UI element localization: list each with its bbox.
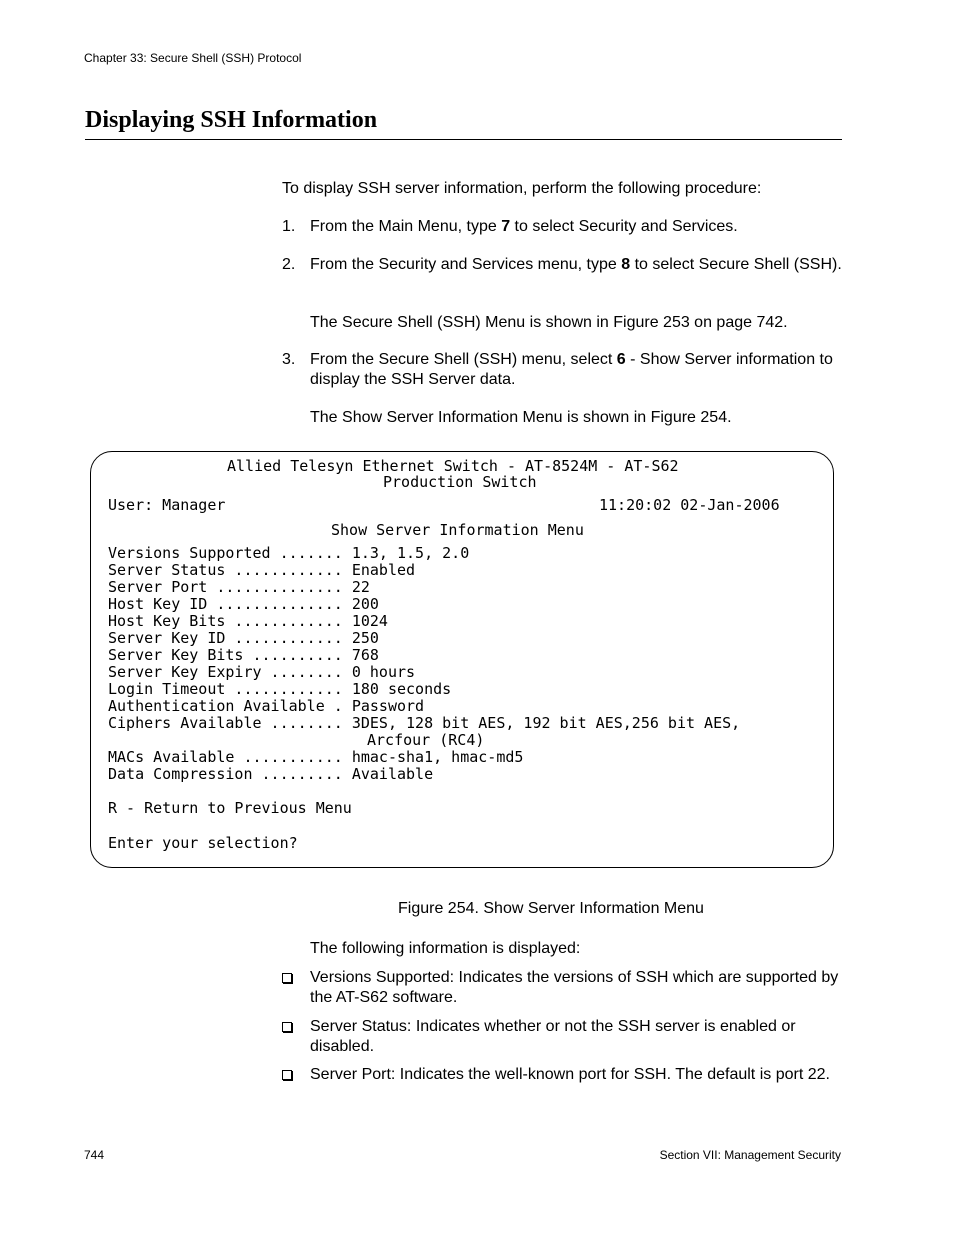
title-rule [85,139,842,140]
terminal-screen [90,451,834,868]
following-text: The following information is displayed: [310,940,581,957]
row-label: Server Key Expiry ........ [108,663,343,681]
terminal-datetime: 11:20:02 02-Jan-2006 [599,496,780,514]
terminal-row [108,562,415,579]
row-value: 180 seconds [351,680,452,698]
terminal-row [108,596,379,613]
row-value: 1.3, 1.5, 2.0 [351,544,470,562]
terminal-user: User: Manager [108,496,226,514]
step-text [310,217,842,237]
row-label: Data Compression ......... [108,765,343,783]
terminal-return-option: R - Return to Previous Menu [108,799,352,817]
step-number: 1. [282,218,296,235]
step-number: 2. [282,256,296,273]
step-text [310,255,842,275]
terminal-menu-title: Show Server Information Menu [331,521,584,539]
row-label: Ciphers Available ........ [108,714,343,732]
terminal-row [108,647,379,664]
row-value: 3DES, 128 bit AES, 192 bit AES,256 bit AES, [351,714,741,732]
row-label: Authentication Available . [108,697,343,715]
step-text-pre: From the Main Menu, type [310,218,502,235]
terminal-row [108,749,523,766]
checkbox-bullet-icon [282,1022,292,1032]
step-number: 3. [282,351,296,368]
terminal-row [108,630,379,647]
row-value: 250 [351,629,379,647]
row-value: 1024 [351,612,388,630]
checkbox-bullet-icon [282,1070,292,1080]
row-value: 0 hours [351,663,416,681]
terminal-row [108,766,433,783]
step-note: The Show Server Information Menu is shown in Figure 254. [310,409,732,426]
step-note: The Secure Shell (SSH) Menu is shown in Figure 253 on page 742. [310,314,788,331]
row-label: Server Key Bits .......... [108,646,343,664]
checkbox-bullet-icon [282,973,292,983]
bullet-text: Versions Supported: Indicates the versions of SSH which are supported by the AT-S62 software. [310,969,839,1006]
bullet-text: Server Status: Indicates whether or not the SSH server is enabled or disabled. [310,1018,796,1055]
terminal-row-continuation: Arcfour (RC4) [367,731,485,749]
step-text-post: - Show Server information to display the SSH Server data. [310,351,833,388]
row-value: 200 [351,595,379,613]
intro-text: To display SSH server information, perform the following procedure: [282,180,762,197]
terminal-prompt: Enter your selection? [108,834,298,852]
chapter-header: Chapter 33: Secure Shell (SSH) Protocol [84,51,302,65]
terminal-row [108,664,415,681]
figure-caption: Figure 254. Show Server Information Menu [398,900,704,917]
terminal-row [108,715,740,732]
row-label: Server Key ID ............ [108,629,343,647]
footer-section: Section VII: Management Security [659,1148,841,1162]
step-key: 6 [616,351,626,368]
step-text [310,350,842,390]
row-label: Host Key ID .............. [108,595,343,613]
step-text-post: to select Secure Shell (SSH). [630,256,842,273]
row-label: Server Status ............ [108,561,343,579]
terminal-row [108,579,370,596]
row-value: Available [351,765,434,783]
terminal-row [108,698,424,715]
row-label: Login Timeout ............ [108,680,343,698]
terminal-row [108,613,388,630]
terminal-row [108,545,469,562]
step-text-pre: From the Security and Services menu, type [310,256,622,273]
row-label: Host Key Bits ............ [108,612,343,630]
row-value: hmac-sha1, hmac-md5 [351,748,524,766]
step-text-pre: From the Secure Shell (SSH) menu, select [310,351,617,368]
row-label: MACs Available ........... [108,748,343,766]
terminal-banner-subtitle: Production Switch [383,473,537,491]
page-number: 744 [84,1148,105,1162]
row-value: Enabled [351,561,416,579]
row-label: Server Port .............. [108,578,343,596]
terminal-banner: Allied Telesyn Ethernet Switch - AT-8524M - AT-S62 [227,457,679,475]
row-value: 768 [351,646,379,664]
row-value: 22 [351,578,370,596]
row-label: Versions Supported ....... [108,544,343,562]
bullet-text: Server Port: Indicates the well-known port for SSH. The default is port 22. [310,1066,830,1083]
terminal-row [108,681,451,698]
step-key: 7 [501,218,511,235]
section-title: Displaying SSH Information [85,107,378,133]
step-text-post: to select Security and Services. [510,218,738,235]
row-value: Password [351,697,425,715]
step-key: 8 [621,256,631,273]
